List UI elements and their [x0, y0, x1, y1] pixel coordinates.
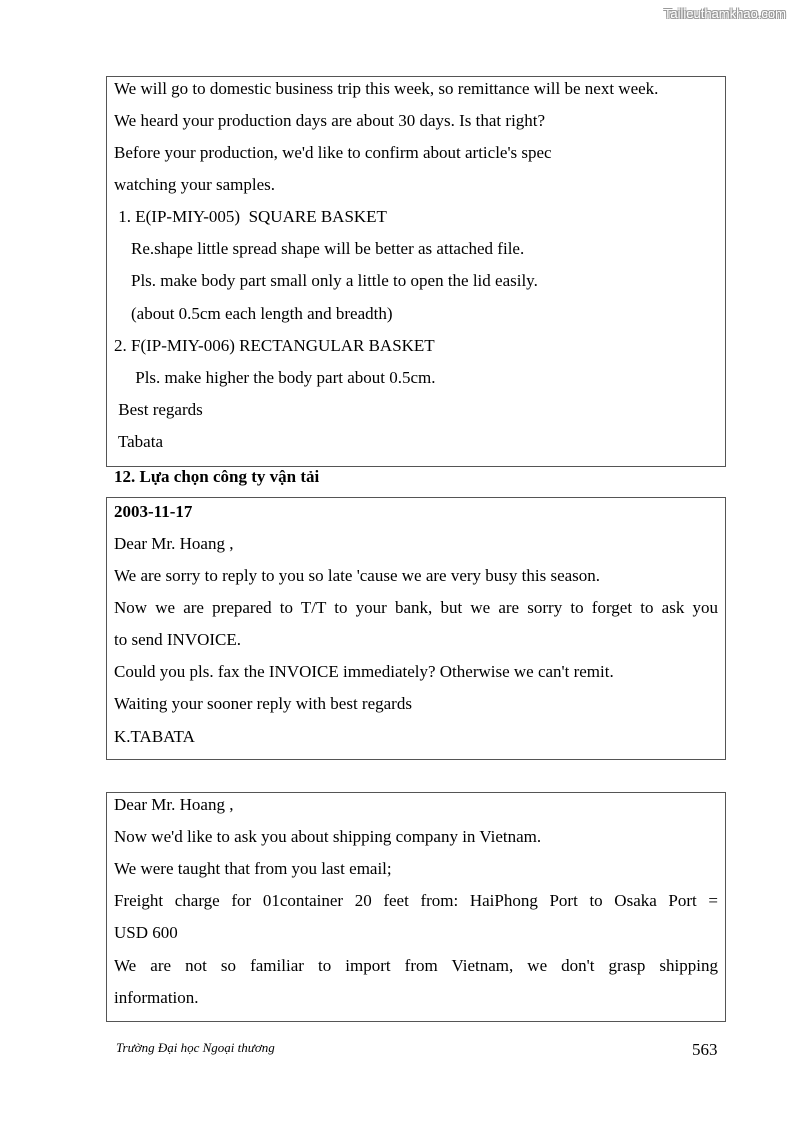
text-line: Best regards: [114, 400, 203, 419]
text-line: We are not so familiar to import from Vietnam, we don't grasp shipping: [114, 956, 718, 975]
text-line: (about 0.5cm each length and breadth): [114, 304, 393, 323]
text-line: Pls. make body part small only a little to open the lid easily.: [114, 271, 538, 290]
section-heading: 12. Lựa chọn công ty vận tải: [114, 467, 320, 486]
text-line: Now we are prepared to T/T to your bank, but we are sorry to forget to ask you: [114, 598, 718, 617]
text-line: watching your samples.: [114, 175, 275, 194]
footer-school: Trường Đại học Ngoại thương: [116, 1040, 275, 1055]
text-line: We were taught that from you last email;: [114, 859, 392, 878]
email-date: 2003-11-17: [114, 502, 193, 521]
text-line: information.: [114, 988, 199, 1007]
text-line: Now we'd like to ask you about shipping company in Vietnam.: [114, 827, 542, 846]
text-line: We will go to domestic business trip this week, so remittance will be next week.: [114, 79, 659, 98]
text-line: Freight charge for 01container 20 feet from: HaiPhong Port to Osaka Port =: [114, 891, 718, 910]
text-line: Dear Mr. Hoang ,: [114, 534, 234, 553]
text-line: We are sorry to reply to you so late 'cause we are very busy this season.: [114, 566, 601, 585]
text-line: Pls. make higher the body part about 0.5cm.: [114, 368, 436, 387]
text-line: Tabata: [114, 432, 163, 451]
watermark: Tailieuthamkhao.com: [663, 6, 786, 21]
text-line: to send INVOICE.: [114, 630, 242, 649]
text-line: Dear Mr. Hoang ,: [114, 795, 234, 814]
text-line: We heard your production days are about 30 days. Is that right?: [114, 111, 546, 130]
page-number: 563: [692, 1040, 718, 1059]
text-line: Waiting your sooner reply with best regards: [114, 694, 412, 713]
text-line: 1. E(IP-MIY-005) SQUARE BASKET: [114, 207, 387, 226]
text-line: 2. F(IP-MIY-006) RECTANGULAR BASKET: [114, 336, 435, 355]
text-line: Re.shape little spread shape will be better as attached file.: [114, 239, 525, 258]
text-line: Could you pls. fax the INVOICE immediately? Otherwise we can't remit.: [114, 662, 614, 681]
text-line: USD 600: [114, 923, 178, 942]
text-line: Before your production, we'd like to confirm about article's spec: [114, 143, 552, 162]
text-line: K.TABATA: [114, 727, 195, 746]
